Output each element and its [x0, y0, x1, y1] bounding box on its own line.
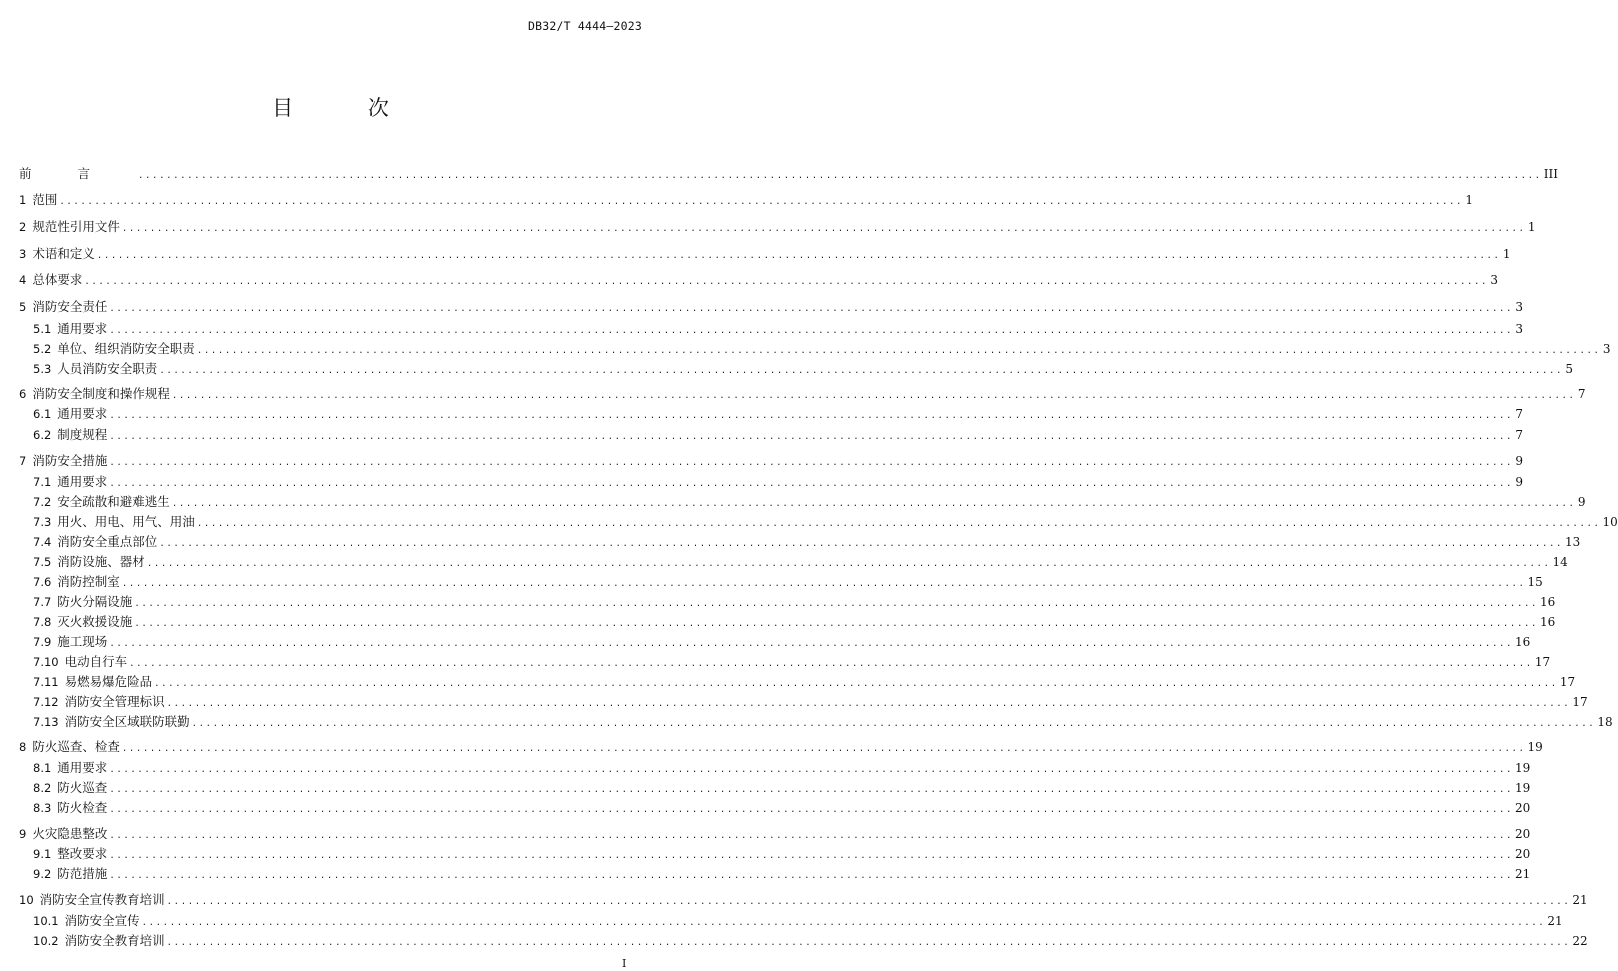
- document-code: DB32/T 4444—2023: [528, 19, 642, 33]
- toc-dot-leader: ........................................................................................................................................................................................................: [109, 411, 1514, 421]
- toc-entry-label: 规范性引用文件: [32, 219, 120, 234]
- toc-entry-number: 8.2: [33, 781, 52, 795]
- toc-entry-number: 5.2: [33, 342, 52, 356]
- toc-entry-label: 电动自行车: [64, 654, 128, 669]
- toc-dot-leader: ........................................................................................................................................................................................................: [84, 277, 1489, 287]
- toc-entry-page: 7: [1577, 387, 1586, 401]
- toc-dot-leader: ........................................................................................................................................................................................................: [121, 224, 1526, 234]
- toc-entry-number: 10: [19, 893, 34, 907]
- toc-entry-page: 15: [1527, 575, 1543, 589]
- toc-dot-leader: ........................................................................................................................................................................................................: [109, 871, 1514, 881]
- toc-entry-label: 消防控制室: [57, 574, 120, 589]
- toc-entry-number: 7.11: [33, 675, 59, 689]
- toc-entry[interactable]: [33, 653, 1551, 671]
- toc-entry[interactable]: [33, 426, 1524, 444]
- toc-entry-page: 5: [1565, 362, 1574, 376]
- toc-entry-number: 5.3: [33, 362, 52, 376]
- toc-entry-page: 3: [1515, 322, 1524, 336]
- toc-entry-page: 1: [1502, 247, 1511, 261]
- toc-entry-label: 整改要求: [57, 846, 108, 861]
- toc-entry-page: 19: [1515, 781, 1531, 795]
- toc-dot-leader: ........................................................................................................................................................................................................: [109, 639, 1514, 649]
- toc-entry-page: 9: [1577, 495, 1586, 509]
- toc-entry-page: 19: [1515, 761, 1531, 775]
- toc-dot-leader: ........................................................................................................................................................................................................: [196, 519, 1601, 529]
- toc-entry[interactable]: [19, 271, 1499, 289]
- toc-entry-page: 16: [1540, 615, 1556, 629]
- toc-entry[interactable]: [19, 218, 1536, 236]
- toc-dot-leader: ........................................................................................................................................................................................................: [109, 304, 1514, 314]
- toc-entry-page: 19: [1527, 740, 1543, 754]
- toc-entry-page: 7: [1515, 428, 1524, 442]
- toc-entry-number: 7.7: [33, 595, 52, 609]
- toc-entry-number: 10.1: [33, 914, 59, 928]
- toc-entry-label: 施工现场: [57, 634, 108, 649]
- toc-entry-number: 7.5: [33, 555, 52, 569]
- toc-entry-page: 17: [1559, 675, 1576, 689]
- toc-entry-page: 14: [1552, 555, 1568, 569]
- page-title: 目 次: [272, 96, 423, 120]
- toc-entry-number: 7.12: [33, 695, 59, 709]
- toc-entry[interactable]: [33, 320, 1524, 338]
- toc-entry-label: 总体要求: [32, 272, 83, 287]
- toc-dot-leader: ........................................................................................................................................................................................................: [159, 539, 1564, 549]
- toc-entry-page: 21: [1547, 914, 1563, 928]
- toc-dot-leader: ........................................................................................................................................................................................................: [166, 699, 1571, 709]
- toc-dot-leader: ........................................................................................................................................................................................................: [171, 499, 1576, 509]
- toc-entry[interactable]: [19, 165, 1558, 183]
- toc-entry-number: 7.13: [33, 715, 59, 729]
- toc-entry[interactable]: [33, 693, 1588, 711]
- toc-entry-label: 通用要求: [57, 474, 108, 489]
- toc-dot-leader: ........................................................................................................................................................................................................: [171, 391, 1576, 401]
- toc-entry[interactable]: [19, 385, 1586, 403]
- toc-entry[interactable]: [33, 533, 1581, 551]
- toc-entry-label: 消防安全制度和操作规程: [32, 386, 170, 401]
- toc-entry[interactable]: [33, 713, 1613, 731]
- toc-entry-number: 7.4: [33, 535, 52, 549]
- toc-entry[interactable]: [19, 191, 1474, 209]
- toc-entry-label: 防火巡查、检查: [32, 739, 120, 754]
- toc-dot-leader: ........................................................................................................................................................................................................: [129, 659, 1533, 669]
- toc-entry-label: 消防安全教育培训: [64, 933, 165, 948]
- toc-entry-label: 前言: [19, 166, 137, 181]
- toc-entry-page: 1: [1465, 193, 1474, 207]
- toc-entry-label: 防火分隔设施: [57, 594, 133, 609]
- toc-entry[interactable]: [33, 593, 1556, 611]
- toc-dot-leader: ........................................................................................................................................................................................................: [159, 366, 1564, 376]
- toc-dot-leader: ........................................................................................................................................................................................................: [59, 197, 1464, 207]
- toc-dot-leader: ........................................................................................................................................................................................................: [134, 599, 1539, 609]
- toc-entry-number: 7.10: [33, 655, 59, 669]
- toc-entry-number: 4: [19, 273, 27, 287]
- toc-dot-leader: ........................................................................................................................................................................................................: [121, 579, 1526, 589]
- toc-dot-leader: ........................................................................................................................................................................................................: [191, 719, 1596, 729]
- toc-entry-label: 防火巡查: [57, 780, 108, 795]
- toc-entry[interactable]: [33, 633, 1531, 651]
- toc-entry-page: 21: [1572, 893, 1588, 907]
- toc-entry-label: 人员消防安全职责: [57, 361, 158, 376]
- toc-entry-page: III: [1543, 167, 1558, 181]
- toc-dot-leader: ........................................................................................................................................................................................................: [109, 432, 1514, 442]
- toc-entry[interactable]: [19, 738, 1543, 756]
- toc-entry-number: 9.1: [33, 847, 52, 861]
- toc-entry-label: 制度规程: [57, 427, 108, 442]
- toc-entry-page: 20: [1515, 827, 1531, 841]
- toc-entry[interactable]: [33, 613, 1556, 631]
- toc-entry-page: 22: [1572, 934, 1588, 948]
- toc-entry-label: 消防安全重点部位: [57, 534, 158, 549]
- toc-entry-number: 6: [19, 387, 27, 401]
- toc-entry-label: 易燃易爆危险品: [64, 674, 153, 689]
- toc-entry-page: 17: [1534, 655, 1551, 669]
- toc-entry[interactable]: [33, 779, 1531, 797]
- toc-dot-leader: ........................................................................................................................................................................................................: [141, 918, 1546, 928]
- toc-entry-page: 17: [1572, 695, 1588, 709]
- toc-entry-label: 消防安全区域联防联勤: [64, 714, 190, 729]
- toc-entry-number: 1: [19, 193, 27, 207]
- toc-entry[interactable]: [19, 891, 1588, 909]
- toc-dot-leader: ........................................................................................................................................................................................................: [166, 938, 1571, 948]
- toc-entry-number: 8: [19, 740, 27, 754]
- toc-entry-label: 消防安全责任: [32, 299, 108, 314]
- toc-entry-page: 3: [1515, 300, 1524, 314]
- toc-entry[interactable]: [33, 799, 1531, 817]
- toc-entry-number: 10.2: [33, 934, 59, 948]
- toc-entry[interactable]: [19, 298, 1524, 316]
- toc-entry[interactable]: [33, 573, 1543, 591]
- toc-dot-leader: ........................................................................................................................................................................................................: [121, 744, 1526, 754]
- toc-entry-number: 6.2: [33, 428, 52, 442]
- toc-dot-leader: ........................................................................................................................................................................................................: [196, 346, 1601, 356]
- toc-entry[interactable]: [33, 932, 1588, 950]
- toc-entry-page: 10: [1602, 515, 1618, 529]
- toc-dot-leader: ........................................................................................................................................................................................................: [109, 805, 1514, 815]
- toc-entry-label: 单位、组织消防安全职责: [57, 341, 195, 356]
- toc-entry-label: 安全疏散和避难逃生: [57, 494, 170, 509]
- toc-entry-page: 1: [1527, 220, 1536, 234]
- toc-entry-label: 范围: [32, 192, 58, 207]
- toc-entry-page: 16: [1515, 635, 1531, 649]
- toc-dot-leader: ........................................................................................................................................................................................................: [109, 851, 1514, 861]
- toc-entry-page: 3: [1602, 342, 1611, 356]
- toc-entry-label: 消防安全措施: [32, 453, 108, 468]
- toc-entry-label: 灭火救援设施: [57, 614, 133, 629]
- toc-entry[interactable]: [33, 360, 1574, 378]
- toc-entry-number: 8.3: [33, 801, 52, 815]
- toc-entry-label: 消防安全管理标识: [64, 694, 165, 709]
- toc-entry-label: 消防安全宣传教育培训: [39, 892, 165, 907]
- toc-entry[interactable]: [33, 473, 1524, 491]
- toc-entry-page: 3: [1490, 273, 1499, 287]
- toc-entry-page: 20: [1515, 801, 1531, 815]
- toc-entry-number: 9: [19, 827, 27, 841]
- toc-entry[interactable]: [19, 452, 1524, 470]
- toc-entry-number: 5: [19, 300, 27, 314]
- toc-entry[interactable]: [33, 912, 1563, 930]
- toc-entry-number: 6.1: [33, 407, 52, 421]
- footer-page-number: I: [622, 957, 627, 970]
- toc-entry-number: 3: [19, 247, 27, 261]
- toc-entry-number: 2: [19, 220, 27, 234]
- toc-entry-label: 通用要求: [57, 760, 108, 775]
- toc-entry-number: 7: [19, 454, 27, 468]
- toc-dot-leader: ........................................................................................................................................................................................................: [109, 785, 1514, 795]
- toc-entry-number: 5.1: [33, 322, 52, 336]
- toc-dot-leader: ........................................................................................................................................................................................................: [154, 679, 1558, 689]
- toc-entry[interactable]: [19, 245, 1511, 263]
- toc-entry[interactable]: [33, 340, 1611, 358]
- toc-entry[interactable]: [33, 405, 1524, 423]
- toc-entry-page: 20: [1515, 847, 1531, 861]
- toc-entry-label: 消防设施、器材: [57, 554, 145, 569]
- toc-entry-label: 术语和定义: [32, 246, 95, 261]
- toc-entry-label: 火灾隐患整改: [32, 826, 108, 841]
- toc-entry-number: 7.6: [33, 575, 52, 589]
- toc-entry-page: 9: [1515, 475, 1524, 489]
- toc-entry-label: 通用要求: [57, 321, 108, 336]
- toc-entry-number: 9.2: [33, 867, 52, 881]
- toc-entry-number: 7.3: [33, 515, 52, 529]
- toc-entry[interactable]: [33, 553, 1568, 571]
- toc-dot-leader: ........................................................................................................................................................................................................: [138, 171, 1542, 181]
- toc-dot-leader: ........................................................................................................................................................................................................: [109, 765, 1514, 775]
- toc-entry-label: 用火、用电、用气、用油: [57, 514, 195, 529]
- toc-entry-page: 7: [1515, 407, 1524, 421]
- toc-dot-leader: ........................................................................................................................................................................................................: [109, 458, 1514, 468]
- toc-dot-leader: ........................................................................................................................................................................................................: [134, 619, 1539, 629]
- toc-entry[interactable]: [33, 759, 1531, 777]
- toc-entry-page: 16: [1540, 595, 1556, 609]
- toc-entry-label: 防范措施: [57, 866, 108, 881]
- toc-entry[interactable]: [33, 513, 1618, 531]
- toc-entry-page: 9: [1515, 454, 1524, 468]
- toc-entry[interactable]: [33, 493, 1586, 511]
- toc-entry-number: 8.1: [33, 761, 52, 775]
- toc-entry-number: 7.9: [33, 635, 52, 649]
- toc-entry-number: 7.2: [33, 495, 52, 509]
- toc-entry[interactable]: [19, 825, 1531, 843]
- toc-entry[interactable]: [33, 845, 1531, 863]
- toc-entry[interactable]: [33, 865, 1531, 883]
- toc-entry-page: 13: [1565, 535, 1581, 549]
- toc-entry-page: 21: [1515, 867, 1531, 881]
- toc-dot-leader: ........................................................................................................................................................................................................: [96, 251, 1501, 261]
- toc-entry-number: 7.8: [33, 615, 52, 629]
- toc-entry-label: 通用要求: [57, 406, 108, 421]
- toc-entry-label: 防火检查: [57, 800, 108, 815]
- toc-entry-page: 18: [1597, 715, 1613, 729]
- toc-dot-leader: ........................................................................................................................................................................................................: [109, 831, 1514, 841]
- toc-dot-leader: ........................................................................................................................................................................................................: [109, 479, 1514, 489]
- toc-dot-leader: ........................................................................................................................................................................................................: [146, 559, 1551, 569]
- toc-entry-number: 7.1: [33, 475, 52, 489]
- toc-entry[interactable]: [33, 673, 1576, 691]
- toc-dot-leader: ........................................................................................................................................................................................................: [166, 897, 1571, 907]
- toc-entry-label: 消防安全宣传: [64, 913, 140, 928]
- toc-dot-leader: ........................................................................................................................................................................................................: [109, 326, 1514, 336]
